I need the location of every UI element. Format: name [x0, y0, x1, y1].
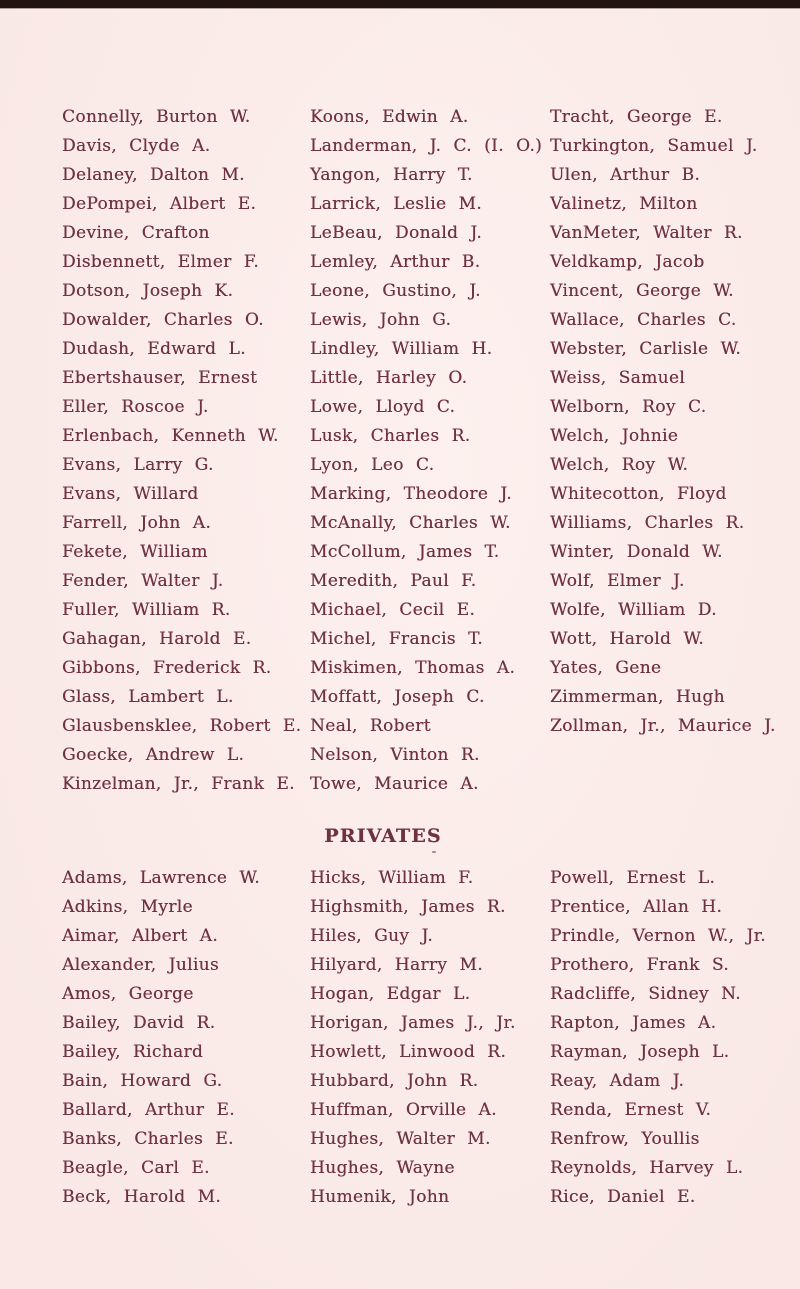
roster-name: Weiss, Samuel: [550, 368, 686, 388]
roster-name: Fekete, William: [62, 542, 208, 562]
roster-name: Davis, Clyde A.: [62, 136, 211, 156]
roster-name: Koons, Edwin A.: [310, 107, 469, 127]
roster-name: Yates, Gene: [550, 658, 662, 678]
roster-name: Eller, Roscoe J.: [62, 397, 209, 417]
roster-name: Wallace, Charles C.: [550, 310, 737, 330]
roster-name: Marking, Theodore J.: [310, 484, 512, 504]
roster-name: Goecke, Andrew L.: [62, 745, 245, 765]
roster-name: Zollman, Jr., Maurice J.: [550, 716, 776, 736]
roster-name: Dowalder, Charles O.: [62, 310, 264, 330]
roster-name: Hughes, Wayne: [310, 1158, 455, 1178]
roster-name: Veldkamp, Jacob: [550, 252, 705, 272]
roster-name: Humenik, John: [310, 1187, 450, 1207]
roster-name: Michel, Francis T.: [310, 629, 483, 649]
roster-name: Turkington, Samuel J.: [550, 136, 758, 156]
roster-name: Valinetz, Milton: [550, 194, 698, 214]
roster-column: [310, 864, 550, 1212]
roster-name: Beagle, Carl E.: [62, 1158, 210, 1178]
roster-name: Evans, Willard: [62, 484, 199, 504]
roster-name: Yangon, Harry T.: [310, 165, 473, 185]
roster-name: Kinzelman, Jr., Frank E.: [62, 774, 295, 794]
roster-name: Moffatt, Joseph C.: [310, 687, 485, 707]
roster-name: DePompei, Albert E.: [62, 194, 257, 214]
roster-name: Gibbons, Frederick R.: [62, 658, 272, 678]
roster-name: Beck, Harold M.: [62, 1187, 222, 1207]
roster-name: Neal, Robert: [310, 716, 431, 736]
privates-section-heading: PRIVATES: [324, 825, 442, 847]
roster-name: Adams, Lawrence W.: [62, 868, 260, 888]
roster-name: Devine, Crafton: [62, 223, 210, 243]
roster-name: Renda, Ernest V.: [550, 1100, 712, 1120]
roster-name: Glass, Lambert L.: [62, 687, 234, 707]
ink-speck: [432, 851, 436, 853]
roster-name: Prothero, Frank S.: [550, 955, 730, 975]
roster-name: Hughes, Walter M.: [310, 1129, 491, 1149]
roster-name: Glausbensklee, Robert E.: [62, 716, 302, 736]
roster-name: Dotson, Joseph K.: [62, 281, 234, 301]
roster-name: Ulen, Arthur B.: [550, 165, 701, 185]
roster-name: Michael, Cecil E.: [310, 600, 476, 620]
roster-name: McAnally, Charles W.: [310, 513, 511, 533]
roster-name: Tracht, George E.: [550, 107, 723, 127]
roster-name: Prentice, Allan H.: [550, 897, 723, 917]
roster-name: Welch, Johnie: [550, 426, 679, 446]
roster-name: Gahagan, Harold E.: [62, 629, 252, 649]
roster-name: Disbennett, Elmer F.: [62, 252, 259, 272]
roster-name: Bain, Howard G.: [62, 1071, 223, 1091]
roster-column: [62, 103, 310, 799]
roster-name: Reay, Adam J.: [550, 1071, 685, 1091]
roster-name: Aimar, Albert A.: [62, 926, 219, 946]
roster-name: Banks, Charles E.: [62, 1129, 234, 1149]
roster-name: Larrick, Leslie M.: [310, 194, 483, 214]
roster-name: Landerman, J. C. (I. O.): [310, 136, 543, 156]
roster-name: Amos, George: [62, 984, 194, 1004]
roster-name: Bailey, Richard: [62, 1042, 204, 1062]
roster-name: Howlett, Linwood R.: [310, 1042, 507, 1062]
roster-name: Radcliffe, Sidney N.: [550, 984, 741, 1004]
roster-name: Hiles, Guy J.: [310, 926, 434, 946]
roster-name: Meredith, Paul F.: [310, 571, 477, 591]
roster-name: Prindle, Vernon W., Jr.: [550, 926, 766, 946]
roster-name: Towe, Maurice A.: [310, 774, 479, 794]
roster-name: Williams, Charles R.: [550, 513, 745, 533]
roster-name: Huffman, Orville A.: [310, 1100, 497, 1120]
roster-name: Rapton, James A.: [550, 1013, 717, 1033]
roster-name: Lowe, Lloyd C.: [310, 397, 456, 417]
roster-name: Lyon, Leo C.: [310, 455, 435, 475]
roster-name: Ebertshauser, Ernest: [62, 368, 258, 388]
roster-name: Leone, Gustino, J.: [310, 281, 481, 301]
roster-name: Nelson, Vinton R.: [310, 745, 480, 765]
roster-name: Rice, Daniel E.: [550, 1187, 696, 1207]
roster-name: Lewis, John G.: [310, 310, 452, 330]
roster-name: Horigan, James J., Jr.: [310, 1013, 516, 1033]
roster-name: Wolf, Elmer J.: [550, 571, 685, 591]
roster-name: Welch, Roy W.: [550, 455, 689, 475]
roster-column: [550, 103, 800, 799]
roster-name: VanMeter, Walter R.: [550, 223, 743, 243]
roster-name: Lemley, Arthur B.: [310, 252, 481, 272]
roster-name: Welborn, Roy C.: [550, 397, 707, 417]
roster-name: Ballard, Arthur E.: [62, 1100, 235, 1120]
roster-column: [550, 864, 800, 1212]
roster-name: Evans, Larry G.: [62, 455, 214, 475]
roster-name: LeBeau, Donald J.: [310, 223, 483, 243]
roster-name: Bailey, David R.: [62, 1013, 216, 1033]
roster-name: Hicks, William F.: [310, 868, 474, 888]
roster-name: Miskimen, Thomas A.: [310, 658, 516, 678]
roster-name: Zimmerman, Hugh: [550, 687, 725, 707]
roster-name: Powell, Ernest L.: [550, 868, 716, 888]
roster-column: [62, 864, 310, 1212]
roster-name: Reynolds, Harvey L.: [550, 1158, 744, 1178]
roster-name: Farrell, John A.: [62, 513, 212, 533]
roster-column: [310, 103, 550, 799]
roster-name: Fender, Walter J.: [62, 571, 224, 591]
roster-name: Wott, Harold W.: [550, 629, 704, 649]
roster-name: Whitecotton, Floyd: [550, 484, 727, 504]
roster-name: Lusk, Charles R.: [310, 426, 471, 446]
roster-name: Hogan, Edgar L.: [310, 984, 471, 1004]
scan-edge-bar: [0, 0, 800, 8]
roster-name: Highsmith, James R.: [310, 897, 506, 917]
roster-name: Renfrow, Youllis: [550, 1129, 700, 1149]
roster-name: Little, Harley O.: [310, 368, 468, 388]
roster-name: Winter, Donald W.: [550, 542, 723, 562]
roster-name: Dudash, Edward L.: [62, 339, 246, 359]
roster-name: Delaney, Dalton M.: [62, 165, 245, 185]
upper-roster-section: [0, 103, 800, 799]
roster-name: Rayman, Joseph L.: [550, 1042, 730, 1062]
roster-name: Hilyard, Harry M.: [310, 955, 483, 975]
roster-name: Connelly, Burton W.: [62, 107, 251, 127]
roster-name: Webster, Carlisle W.: [550, 339, 742, 359]
roster-name: McCollum, James T.: [310, 542, 500, 562]
roster-name: Adkins, Myrle: [62, 897, 193, 917]
roster-name: Fuller, William R.: [62, 600, 231, 620]
roster-name: Lindley, William H.: [310, 339, 493, 359]
privates-roster-section: [0, 864, 800, 1212]
roster-name: Vincent, George W.: [550, 281, 734, 301]
roster-name: Erlenbach, Kenneth W.: [62, 426, 279, 446]
roster-name: Wolfe, William D.: [550, 600, 717, 620]
roster-name: Alexander, Julius: [62, 955, 220, 975]
roster-name: Hubbard, John R.: [310, 1071, 479, 1091]
